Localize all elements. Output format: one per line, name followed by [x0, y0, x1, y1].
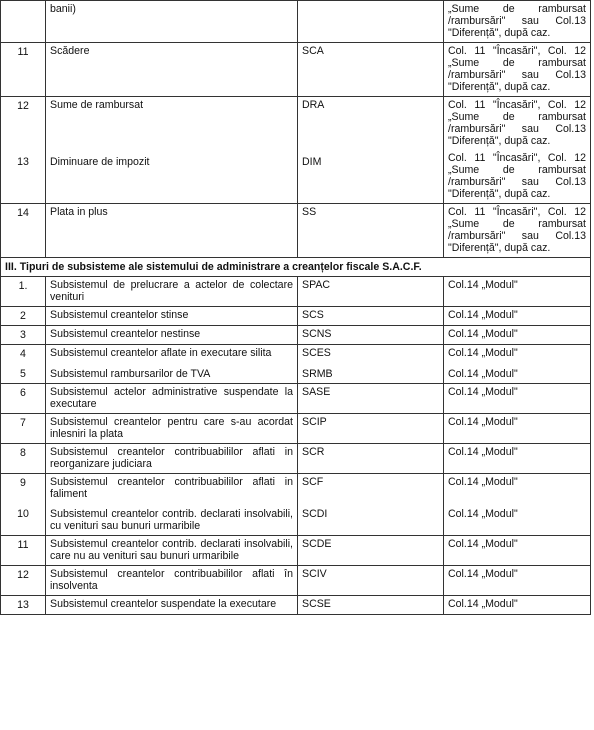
- row-description-cell: Diminuare de impozit: [46, 150, 298, 204]
- row-code-cell: SCES: [298, 345, 444, 364]
- row-reference-cell: Col.14 „Modul": [444, 444, 591, 474]
- row-number-cell: [1, 1, 46, 43]
- row-number-cell: 3: [1, 326, 46, 345]
- row-reference-cell: Col.14 „Modul": [444, 536, 591, 566]
- table-row: [1, 345, 591, 364]
- row-reference-cell: Col. 11 "Încasări", Col. 12 „Sume de rambursat /rambursări" sau Col.13 "Diferență", după caz.: [444, 43, 591, 97]
- row-description-cell: Subsistemul creantelor suspendate la executare: [46, 596, 298, 615]
- row-reference-cell: Col. 11 "Încasări", Col. 12 „Sume de rambursat /rambursări" sau Col.13 "Diferență", după caz.: [444, 204, 591, 258]
- row-number-cell: 1.: [1, 277, 46, 307]
- row-description-cell: Sume de rambursat: [46, 97, 298, 151]
- table-row: [1, 414, 591, 444]
- row-description-cell: Plata in plus: [46, 204, 298, 258]
- row-reference-cell: Col.14 „Modul": [444, 307, 591, 326]
- row-number-cell: 5: [1, 363, 46, 384]
- row-reference-cell: Col.14 „Modul": [444, 503, 591, 536]
- row-reference-cell: Col. 11 "Încasări", Col. 12 „Sume de rambursat /rambursări" sau Col.13 "Diferență", după caz.: [444, 150, 591, 204]
- table-row: [1, 566, 591, 596]
- row-number-cell: 4: [1, 345, 46, 364]
- row-number-cell: 12: [1, 566, 46, 596]
- row-number-cell: 12: [1, 97, 46, 151]
- row-reference-cell: Col.14 „Modul": [444, 384, 591, 414]
- row-number-cell: 7: [1, 414, 46, 444]
- row-description-cell: Subsistemul rambursarilor de TVA: [46, 363, 298, 384]
- row-code-cell: SPAC: [298, 277, 444, 307]
- row-code-cell: SCIV: [298, 566, 444, 596]
- row-number-cell: 2: [1, 307, 46, 326]
- table-row: [1, 277, 591, 307]
- table-row: [1, 150, 591, 204]
- row-number-cell: 13: [1, 596, 46, 615]
- row-reference-cell: Col.14 „Modul": [444, 345, 591, 364]
- row-description-cell: Subsistemul creantelor pentru care s-au acordat inlesniri la plata: [46, 414, 298, 444]
- row-code-cell: SASE: [298, 384, 444, 414]
- section-header-row: [1, 258, 591, 277]
- row-reference-cell: Col.14 „Modul": [444, 326, 591, 345]
- row-description-cell: Subsistemul actelor administrative suspendate la executare: [46, 384, 298, 414]
- row-number-cell: 6: [1, 384, 46, 414]
- row-code-cell: SRMB: [298, 363, 444, 384]
- table-row: [1, 536, 591, 566]
- table-row: [1, 596, 591, 615]
- row-reference-cell: Col.14 „Modul": [444, 474, 591, 504]
- row-code-cell: SCS: [298, 307, 444, 326]
- row-code-cell: SCR: [298, 444, 444, 474]
- row-number-cell: 10: [1, 503, 46, 536]
- row-description-cell: Subsistemul creantelor contrib. declarati insolvabili, cu venituri sau bunuri urmaribile: [46, 503, 298, 536]
- row-description-cell: Subsistemul creantelor contribuabililor aflati în insolventa: [46, 566, 298, 596]
- table-row: [1, 97, 591, 151]
- row-code-cell: [298, 1, 444, 43]
- row-reference-cell: Col.14 „Modul": [444, 414, 591, 444]
- row-reference-cell: Col.14 „Modul": [444, 363, 591, 384]
- row-number-cell: 14: [1, 204, 46, 258]
- row-description-cell: Subsistemul creantelor contribuabililor aflati in reorganizare judiciara: [46, 444, 298, 474]
- row-code-cell: SCA: [298, 43, 444, 97]
- row-code-cell: SS: [298, 204, 444, 258]
- row-number-cell: 11: [1, 43, 46, 97]
- table-row: [1, 474, 591, 504]
- table-row: [1, 363, 591, 384]
- table-row: [1, 444, 591, 474]
- row-description-cell: Subsistemul creantelor nestinse: [46, 326, 298, 345]
- row-reference-cell: Col.14 „Modul": [444, 277, 591, 307]
- row-number-cell: 11: [1, 536, 46, 566]
- row-description-cell: Subsistemul creantelor stinse: [46, 307, 298, 326]
- table-row: [1, 384, 591, 414]
- section-title: III. Tipuri de subsisteme ale sistemului de administrare a creanțelor fiscale S.A.C.F.: [1, 258, 591, 277]
- row-description-cell: banii): [46, 1, 298, 43]
- row-description-cell: Subsistemul creantelor aflate in executare silita: [46, 345, 298, 364]
- row-description-cell: Subsistemul creantelor contribuabililor aflati in faliment: [46, 474, 298, 504]
- row-number-cell: 13: [1, 150, 46, 204]
- row-reference-cell: „Sume de rambursat /rambursări" sau Col.13 "Diferență", după caz.: [444, 1, 591, 43]
- table-row: [1, 43, 591, 97]
- row-reference-cell: Col.14 „Modul": [444, 566, 591, 596]
- table-row: [1, 326, 591, 345]
- table-row: [1, 503, 591, 536]
- row-reference-cell: Col. 11 "Încasări", Col. 12 „Sume de rambursat /rambursări" sau Col.13 "Diferență", după caz.: [444, 97, 591, 151]
- table-row: [1, 204, 591, 258]
- row-code-cell: SCNS: [298, 326, 444, 345]
- row-number-cell: 9: [1, 474, 46, 504]
- row-code-cell: SCDE: [298, 536, 444, 566]
- row-description-cell: Subsistemul de prelucrare a actelor de colectare venituri: [46, 277, 298, 307]
- table-row: [1, 1, 591, 43]
- row-code-cell: SCSE: [298, 596, 444, 615]
- row-description-cell: Scădere: [46, 43, 298, 97]
- row-code-cell: DRA: [298, 97, 444, 151]
- row-description-cell: Subsistemul creantelor contrib. declarati insolvabili, care nu au venituri sau bunuri urmaribile: [46, 536, 298, 566]
- row-code-cell: DIM: [298, 150, 444, 204]
- row-reference-cell: Col.14 „Modul": [444, 596, 591, 615]
- row-code-cell: SCF: [298, 474, 444, 504]
- row-code-cell: SCIP: [298, 414, 444, 444]
- row-code-cell: SCDI: [298, 503, 444, 536]
- row-number-cell: 8: [1, 444, 46, 474]
- table-row: [1, 307, 591, 326]
